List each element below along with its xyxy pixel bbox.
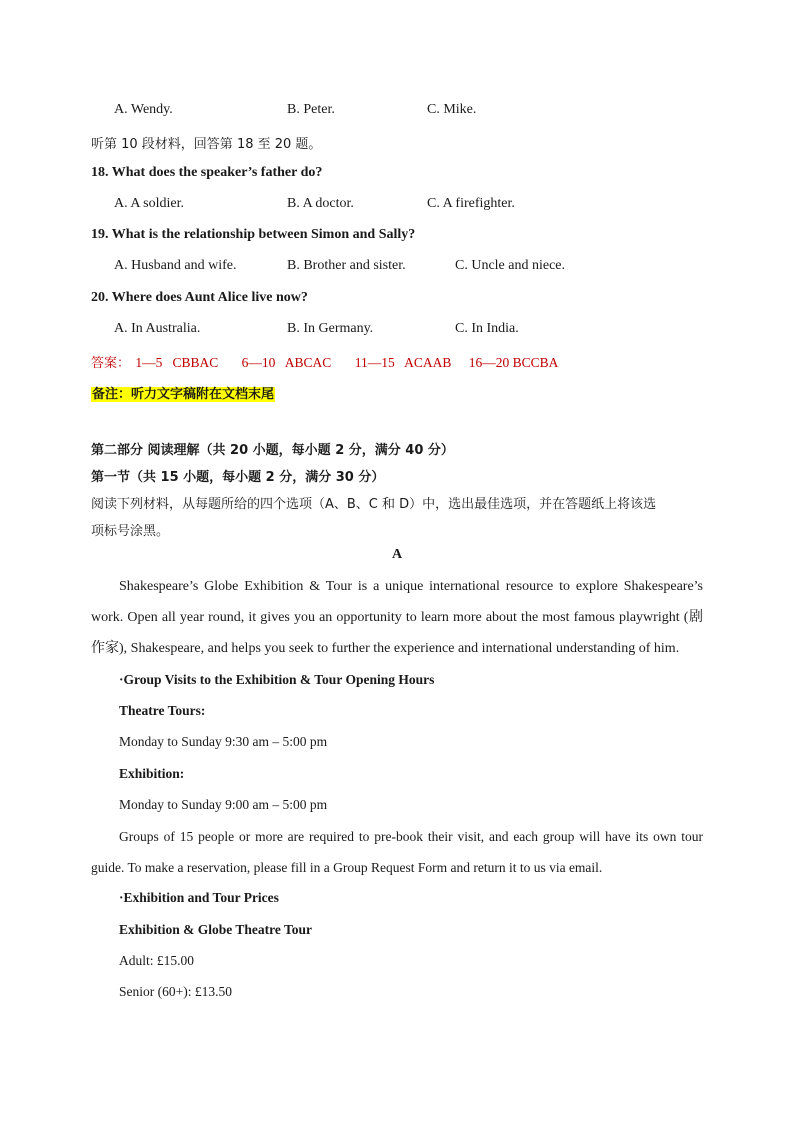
- exhibition-hours: Monday to Sunday 9:00 am – 5:00 pm: [119, 797, 328, 812]
- q19-option-b: B. Brother and sister.: [287, 258, 406, 273]
- q17-option-c: C. Mike.: [427, 102, 477, 117]
- answer-group-4: 16—20 BCCBA: [468, 355, 559, 370]
- prices-heading: ·Exhibition and Tour Prices: [119, 890, 279, 905]
- listening-section-10-instruction: 听第 10 段材料，回答第 18 至 20 题。: [91, 137, 322, 152]
- group-booking-paragraph: Groups of 15 people or more are required to pre-book their visit, and each group will have its own tour guide. To make a reservation, please fill in a Group Request Form and return it to us via email.: [91, 829, 703, 875]
- section-one-title: 第一节（共 15 小题，每小题 2 分，满分 30 分）: [91, 470, 385, 485]
- answer-label: 答案：: [91, 356, 131, 371]
- answer-group-2: 6—10 ABCAC: [241, 355, 332, 370]
- q18-option-b: B. A doctor.: [287, 196, 354, 211]
- theatre-tours-label: Theatre Tours:: [119, 703, 206, 718]
- combo-ticket-label: Exhibition & Globe Theatre Tour: [119, 922, 313, 937]
- question-19: 19. What is the relationship between Simon and Sally?: [91, 227, 416, 242]
- hours-heading: ·Group Visits to the Exhibition & Tour Opening Hours: [119, 672, 435, 687]
- theatre-tours-hours: Monday to Sunday 9:30 am – 5:00 pm: [119, 734, 328, 749]
- note-line: [91, 383, 275, 403]
- q18-option-a: A. A soldier.: [114, 196, 185, 211]
- reading-instructions-line1: 阅读下列材料，从每题所给的四个选项（A、B、C 和 D）中，选出最佳选项，并在答题纸上将该选: [91, 497, 657, 512]
- adult-price: Adult: £15.00: [119, 953, 195, 968]
- reading-instructions-line2: 项标号涂黑。: [91, 524, 170, 539]
- part-two-title: 第二部分 阅读理解（共 20 小题，每小题 2 分，满分 40 分）: [91, 443, 454, 458]
- question-18: 18. What does the speaker’s father do?: [91, 165, 323, 180]
- transcript-note: 备注：听力文字稿附在文档末尾: [92, 387, 275, 402]
- q17-option-b: B. Peter.: [287, 102, 335, 117]
- q20-option-c: C. In India.: [455, 321, 519, 336]
- question-20: 20. Where does Aunt Alice live now?: [91, 290, 308, 305]
- q18-option-c: C. A firefighter.: [427, 196, 515, 211]
- q20-option-a: A. In Australia.: [114, 321, 201, 336]
- exhibition-label: Exhibition:: [119, 766, 185, 781]
- q19-option-a: A. Husband and wife.: [114, 258, 237, 273]
- senior-price: Senior (60+): £13.50: [119, 984, 232, 999]
- passage-letter: A: [391, 547, 403, 562]
- answer-group-3: 11—15 ACAAB: [354, 355, 452, 370]
- answer-key: [91, 352, 558, 371]
- q17-option-a: A. Wendy.: [114, 102, 173, 117]
- q20-option-b: B. In Germany.: [287, 321, 374, 336]
- q19-option-c: C. Uncle and niece.: [455, 258, 566, 273]
- answer-group-1: 1—5 CBBAC: [135, 355, 219, 370]
- passage-intro: Shakespeare’s Globe Exhibition & Tour is a unique international resource to explore Shakespeare’s work. Open all year round, it gives you an opportunity to learn more about the most famous playwright (剧作家), Shakespeare, and helps you seek to further the experience and international understanding of him.: [91, 579, 703, 656]
